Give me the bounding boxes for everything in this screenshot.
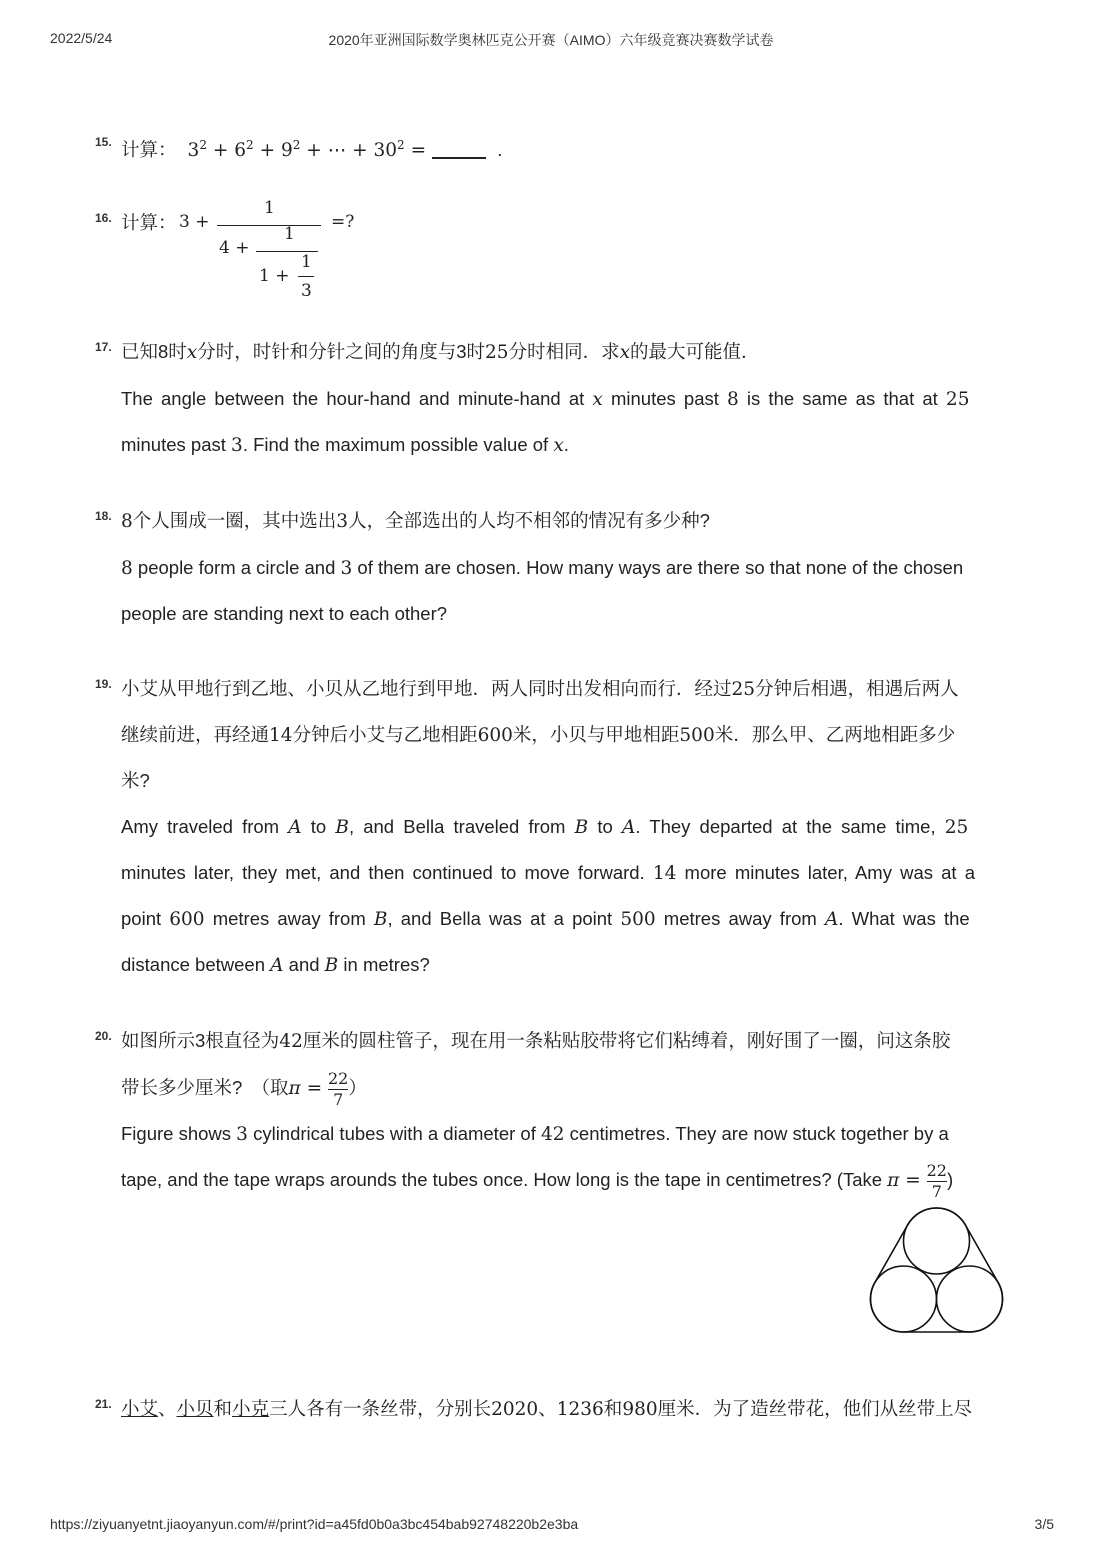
question-number: 15.: [95, 135, 112, 149]
question-text-cn: 8个人围成一圈，其中选出3人，全部选出的人均不相邻的情况有多少种?: [121, 510, 710, 532]
header-title: 2020年亚洲国际数学奥林匹克公开赛（AIMO）六年级竞赛决赛数学试卷: [328, 32, 774, 48]
question-text-en: 8 people form a circle and 3 of them are chosen. How many ways are there so that none of the chosen: [121, 557, 964, 579]
three-tubes-figure: [866, 1205, 1008, 1337]
answer-blank: [432, 139, 486, 159]
question-text-cn: 已知8时x分时，时针和分针之间的角度与3时25分时相同．求x的最大可能值．: [121, 341, 760, 363]
header-date: 2022/5/24: [50, 30, 113, 46]
tape-outline: [870, 1208, 1002, 1332]
question-number: 16.: [95, 211, 112, 225]
question-text-en: Amy traveled from A to B, and Bella traveled from B to A. They departed at the same time, 25: [121, 816, 969, 838]
footer-page-number: 3/5: [1034, 1516, 1054, 1532]
question-text-cn: 小艾、小贝和小克三人各有一条丝带，分别长2020、1236和980厘米．为了造丝带花，他们从丝带上尽: [121, 1398, 973, 1420]
question-number: 19.: [95, 677, 112, 691]
question-text-en: Figure shows 3 cylindrical tubes with a diameter of 42 centimetres. They are now stuck together by a: [121, 1123, 949, 1145]
question-text-en: The angle between the hour-hand and minute-hand at x minutes past 8 is the same as that at 25: [121, 388, 970, 410]
question-number: 18.: [95, 509, 112, 523]
question-text: 计算： $3^2 + 6^2 + 9^2$ + ⋯ + $30^2$ = .: [121, 138, 503, 162]
footer-url: https://ziyuanyetnt.jiaoyanyun.com/#/print?id=a45fd0b0a3bc454bab92748220b2e3ba: [50, 1516, 579, 1532]
question-number: 21.: [95, 1397, 112, 1411]
question-text-cn: 如图所示3根直径为42厘米的圆柱管子，现在用一条粘贴胶带将它们粘缚着，刚好围了一圈，问这条胶: [121, 1030, 951, 1052]
question-number: 17.: [95, 340, 112, 354]
question-number: 20.: [95, 1029, 112, 1043]
question-text-cn: 小艾从甲地行到乙地、小贝从乙地行到甲地．两人同时出发相向而行．经过25分钟后相遇，相遇后两人: [121, 678, 959, 700]
